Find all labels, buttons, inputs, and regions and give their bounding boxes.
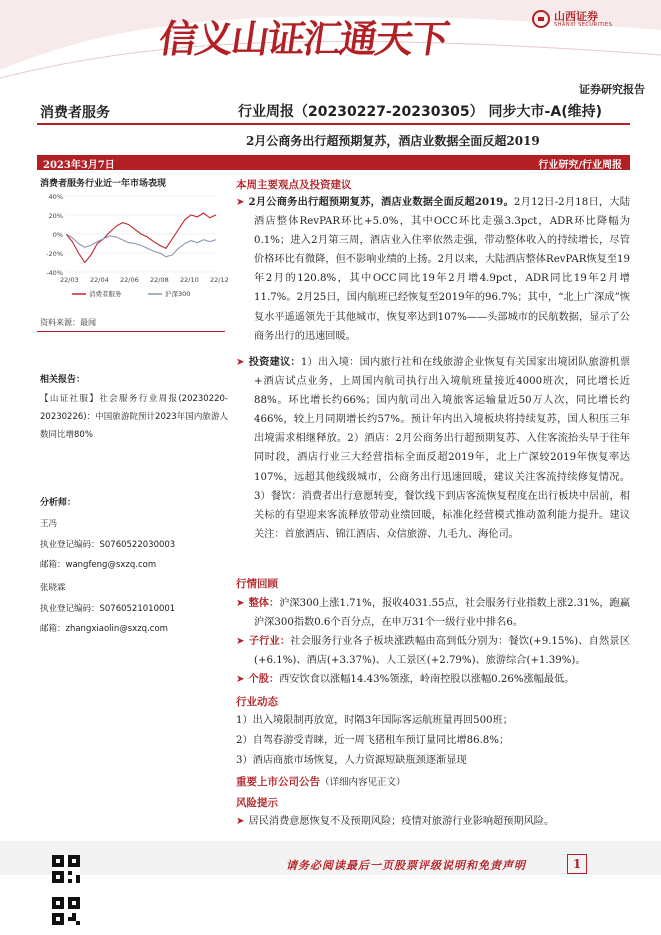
sidebar-divider bbox=[37, 331, 225, 332]
market-stocks bbox=[236, 670, 630, 689]
bullet-arrow-icon: ➤ bbox=[236, 197, 245, 208]
announcements-title: 重要上市公司公告 bbox=[236, 776, 320, 788]
date-bar bbox=[37, 155, 630, 170]
logo-en: SHANXI SECURITIES bbox=[554, 21, 613, 28]
related-report-link[interactable]: 【山证社服】社会服务行业周报(20230220-20230226)：中国旅游院预计2023年国内旅游人数同比增80% bbox=[40, 394, 228, 440]
x-tick-label: 22/03 bbox=[60, 276, 79, 284]
paragraph-lead: 投资建议： bbox=[248, 356, 301, 368]
market-chart bbox=[40, 190, 229, 302]
chart-source: 资料来源：最闻 bbox=[40, 318, 96, 327]
y-tick-label: -20% bbox=[46, 250, 63, 258]
analyst-cert: 执业登记编码：S0760521010001 bbox=[40, 604, 176, 614]
related-heading: 相关报告： bbox=[40, 375, 86, 385]
logo-cn: 山西证券 bbox=[554, 9, 598, 23]
paragraph-body: 2月12日-2月18日，大陆酒店整体RevPAR环比+5.0%，其中OCC环比走强3.3pct，ADR环比降幅为0.1%；进入2月第三周，酒店业入住率依然走强，带动整体收入的持续增长，尽管价格环比有微降，但不影响业绩的上扬。2月以来，大陆酒店整体RevPAR恢复至19年2月的120.8%，其中OCC同比19年2月增4.9pct，ADR同比19年2月增11.7%。2月25日，国内航班已经恢复至2019年的96.7%；其中，“北上广深成”恢复水平遥遥领先于其他城市，恢复率达到107%——头部城市的民航数据，显示了公商务出行的迅速回暖。 bbox=[254, 197, 630, 342]
paragraph-body: 1）出入境：国内旅行社和在线旅游企业恢复有关国家出境团队旅游机票+酒店试点业务，上周国内航司执行出入境航班量接近4000班次，同比增长近88%。环比增长约66%；国内航司出入境旅客运输量近50万人次，同比增长约466%，较上月同期增长约57%。预计年内出入境板块将持续复苏，国人积压三年出境需求相继释放。2）酒店：2月公商务出行超预期复苏、入住客流抬头早于往年同时段，酒店行业三大经营指标全面反超2019年，北上广深较2019年恢复率达107%，远超其他线级城市，公商务出行迅速回暖，建议关注客流持续修复情况。3）餐饮：消费者出行意愿转变，餐饮线下到店客流恢复程度在出行板块中居前，相关标的有望迎来客流释放带动业绩回暖，标准化经营模式推动盈利能力提升。建议关注：首旅酒店、锦江酒店、众信旅游、九毛九、海伦司。 bbox=[254, 357, 631, 540]
news-item: 3）酒店商旅市场恢复，人力资源短缺瓶颈逐渐显现 bbox=[236, 755, 467, 766]
x-tick-label: 22/12 bbox=[210, 276, 229, 284]
slogan: 信义山证汇通天下 bbox=[156, 17, 451, 61]
news-item: 1）出入境限制再放宽，时隔3年国际客运航班量再回500班； bbox=[236, 715, 513, 726]
company-logo bbox=[532, 6, 647, 32]
analyst-name: 张晓霖 bbox=[40, 583, 66, 593]
section-heading-market: 行情回顾 bbox=[236, 578, 278, 590]
bullet-arrow-icon: ➤ bbox=[236, 636, 245, 647]
legend-label: 沪深300 bbox=[165, 290, 191, 298]
chart-svg bbox=[40, 190, 229, 302]
header-banner bbox=[0, 0, 661, 96]
analyst-email[interactable]: 邮箱：wangfeng@sxzq.com bbox=[40, 560, 157, 570]
analyst-name: 王冯 bbox=[40, 519, 58, 529]
title-divider bbox=[37, 123, 630, 125]
section-heading-announcements bbox=[236, 774, 406, 789]
market-text: 沪深300上涨1.71%，报收4031.55点，社会服务行业指数上涨2.31%，跑赢沪深300指数0.6个百分点，在申万31个一级行业中排名6。 bbox=[254, 598, 631, 629]
risk-text: 居民消费意愿恢复不及预期风险；疫情对旅游行业影响超预期风险。 bbox=[248, 816, 555, 827]
analyst-cert: 执业登记编码：S0760522030003 bbox=[40, 540, 176, 550]
risk-warning bbox=[236, 812, 630, 831]
market-overall bbox=[236, 594, 630, 632]
chart-title: 消费者服务行业近一年市场表现 bbox=[40, 179, 167, 189]
analyst-heading: 分析师： bbox=[40, 498, 77, 508]
y-tick-label: -40% bbox=[46, 269, 63, 277]
section-heading-views: 本周主要观点及投资建议 bbox=[236, 179, 352, 191]
page-number: 1 bbox=[567, 854, 587, 874]
report-type: 证券研究报告 bbox=[579, 83, 645, 96]
legend-label: 消费者服务 bbox=[89, 290, 122, 298]
report-date: 2023年3月7日 bbox=[43, 160, 115, 171]
bullet-arrow-icon: ➤ bbox=[236, 598, 245, 609]
announcements-note: （详细内容见正文） bbox=[320, 777, 406, 788]
report-subtitle: 2月公商务出行超预期复苏，酒店业数据全面反超2019 bbox=[246, 134, 540, 148]
footer-disclaimer[interactable]: 请务必阅读最后一页股票评级说明和免责声明 bbox=[286, 859, 526, 872]
y-tick-label: 20% bbox=[48, 212, 63, 220]
market-label: 整体： bbox=[248, 597, 280, 609]
paragraph-investment-advice bbox=[236, 353, 630, 544]
series-line-csi300 bbox=[66, 234, 216, 257]
market-label: 子行业： bbox=[248, 635, 291, 647]
qr-code-icon bbox=[52, 855, 80, 883]
series-line-consumer-services bbox=[66, 213, 216, 262]
paragraph-lead: 2月公商务出行超预期复苏，酒店业数据全面反超2019。 bbox=[248, 196, 514, 208]
section-heading-news: 行业动态 bbox=[236, 696, 278, 708]
logo-icon bbox=[532, 10, 550, 28]
market-subsector bbox=[236, 632, 630, 670]
y-tick-label: 40% bbox=[48, 193, 63, 201]
analyst-email[interactable]: 邮箱：zhangxiaolin@sxzq.com bbox=[40, 624, 168, 634]
bullet-arrow-icon: ➤ bbox=[236, 357, 245, 368]
section-heading-risk: 风险提示 bbox=[236, 797, 278, 809]
x-tick-label: 22/10 bbox=[180, 276, 199, 284]
x-tick-label: 22/08 bbox=[150, 276, 169, 284]
report-category: 行业研究/行业周报 bbox=[538, 160, 622, 171]
qr-code-icon bbox=[52, 897, 80, 925]
market-text: 西安饮食以涨幅14.43%领涨，岭南控股以涨幅0.26%涨幅最低。 bbox=[279, 674, 575, 685]
bullet-arrow-icon: ➤ bbox=[236, 816, 245, 827]
market-text: 社会服务行业各子板块涨跌幅由高到低分别为：餐饮(+9.15%)、自然景区(+6.1%)、酒店(+3.37%)、人工景区(+2.79%)、旅游综合(+1.39%)。 bbox=[254, 636, 630, 667]
report-title: 行业周报（20230227-20230305） 同步大市-A(维持) bbox=[238, 104, 602, 120]
y-tick-label: 0% bbox=[52, 231, 63, 239]
news-item: 2）自驾春游受青睐，近一周飞猪租车预订量同比增86.8%； bbox=[236, 735, 510, 746]
market-label: 个股： bbox=[248, 673, 280, 685]
x-tick-label: 22/06 bbox=[120, 276, 139, 284]
x-tick-label: 22/04 bbox=[90, 276, 109, 284]
sector-name: 消费者服务 bbox=[40, 105, 110, 121]
bullet-arrow-icon: ➤ bbox=[236, 674, 245, 685]
paragraph-travel-recovery bbox=[236, 193, 630, 346]
